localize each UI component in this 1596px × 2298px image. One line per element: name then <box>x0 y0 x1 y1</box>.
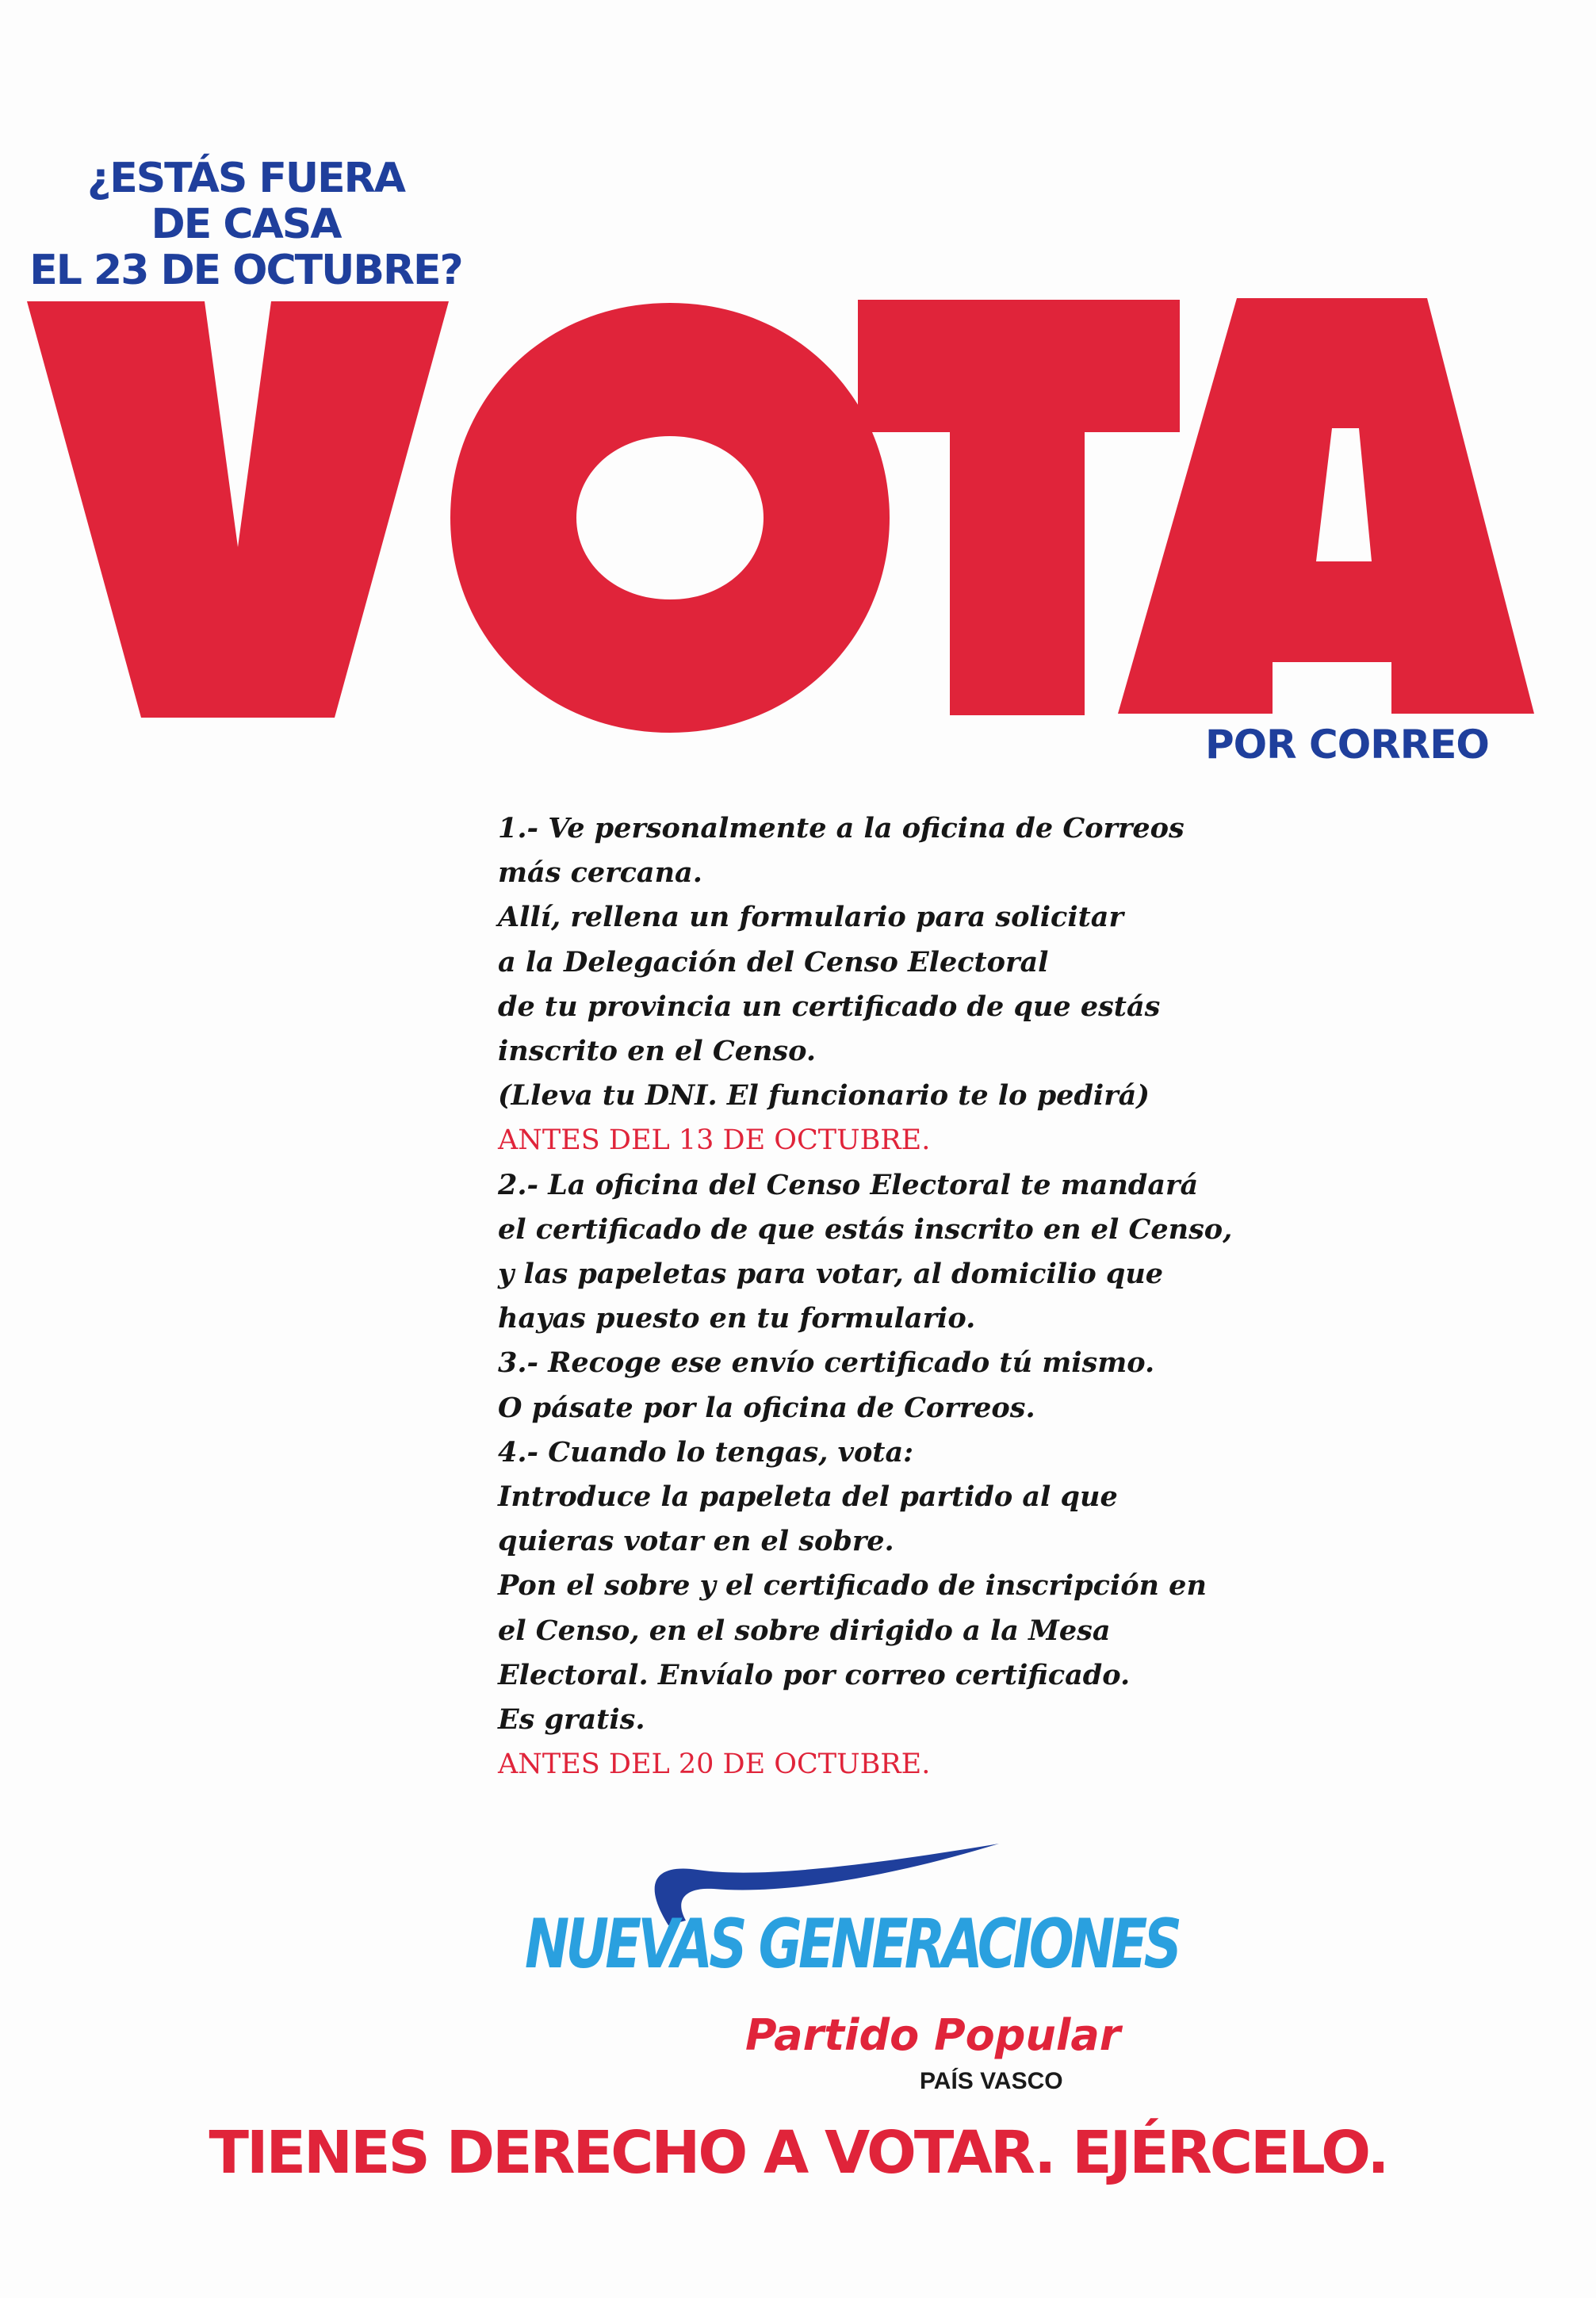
pais-vasco-label: PAÍS VASCO <box>920 2068 1063 2094</box>
instruction-line: a la Delegación del Censo Electoral <box>498 945 1049 979</box>
instruction-line: de tu provincia un certificado de que estás <box>498 990 1161 1023</box>
deadline-line: ANTES DEL 20 DE OCTUBRE. <box>498 1748 931 1781</box>
instruction-line: Es gratis. <box>498 1703 645 1737</box>
letter-t <box>858 300 1180 715</box>
por-correo-subtitle: POR CORREO <box>1205 722 1489 768</box>
instruction-line: Pon el sobre y el certificado de inscripción en <box>498 1569 1207 1603</box>
instruction-line: 1.- Ve personalmente a la oficina de Correos <box>498 812 1185 845</box>
nuevas-generaciones-wordmark: NUEVAS GENERACIONES <box>525 1905 1179 1984</box>
instructions-text <box>498 806 1233 1787</box>
letter-a <box>1118 298 1534 714</box>
instruction-line: el certificado de que estás inscrito en el Censo, <box>498 1212 1233 1246</box>
footer-slogan: TIENES DERECHO A VOTAR. EJÉRCELO. <box>209 2119 1387 2187</box>
instruction-line: O pásate por la oficina de Correos. <box>498 1391 1035 1424</box>
instruction-line: Introduce la papeleta del partido al que <box>498 1480 1118 1514</box>
instruction-line: Allí, rellena un formulario para solicitar <box>498 901 1123 934</box>
instruction-line: 4.- Cuando lo tengas, vota: <box>498 1435 914 1469</box>
instruction-line: más cercana. <box>498 856 702 890</box>
instruction-line: el Censo, en el sobre dirigido a la Mesa <box>498 1614 1111 1647</box>
instruction-line: inscrito en el Censo. <box>498 1035 817 1068</box>
instruction-line: 3.- Recoge ese envío certificado tú mismo. <box>498 1346 1155 1380</box>
partido-popular-wordmark: Partido Popular <box>745 2010 1121 2060</box>
question-line-2: DE CASA <box>151 201 341 248</box>
instruction-line: 2.- La oficina del Censo Electoral te mandará <box>498 1168 1199 1201</box>
instruction-line: y las papeletas para votar, al domicilio que <box>498 1258 1164 1291</box>
instruction-line: Electoral. Envíalo por correo certificado. <box>498 1658 1131 1691</box>
instruction-line: (Lleva tu DNI. El funcionario te lo pedirá) <box>498 1079 1150 1113</box>
question-line-1: ¿ESTÁS FUERA <box>87 155 404 202</box>
instruction-line: hayas puesto en tu formulario. <box>498 1302 976 1335</box>
letter-o <box>450 303 890 733</box>
question-line-3: EL 23 DE OCTUBRE? <box>29 247 462 294</box>
deadline-line: ANTES DEL 13 DE OCTUBRE. <box>498 1124 931 1157</box>
instruction-line: quieras votar en el sobre. <box>498 1525 894 1558</box>
letter-v <box>27 301 449 718</box>
